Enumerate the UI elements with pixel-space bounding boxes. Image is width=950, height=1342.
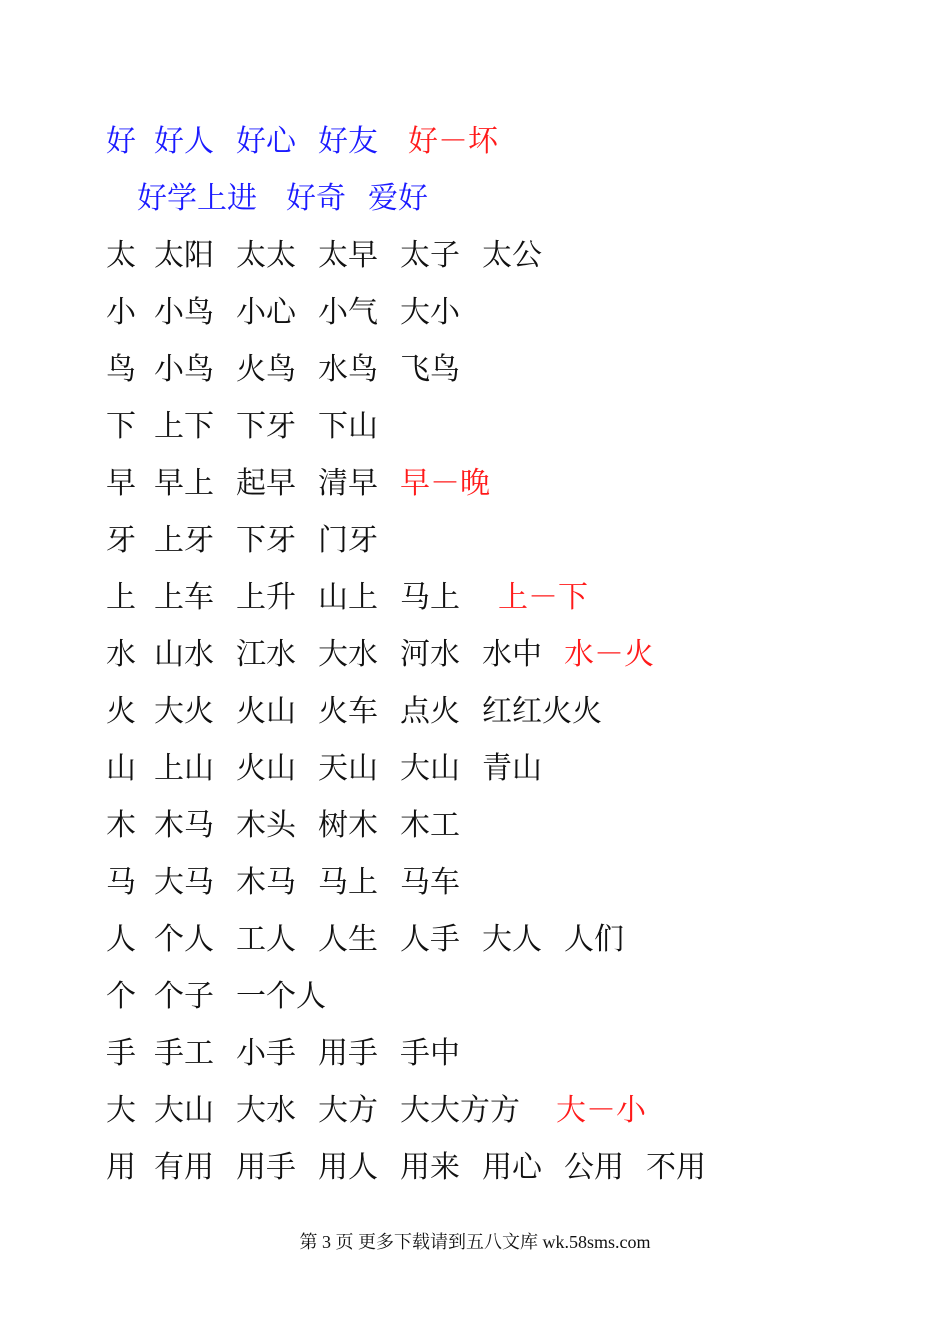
character: 太 xyxy=(106,238,136,273)
word: 大山 xyxy=(154,1093,214,1128)
word: 手中 xyxy=(400,1036,460,1071)
word: 木马 xyxy=(154,808,214,843)
word: 太早 xyxy=(318,238,378,273)
character: 鸟 xyxy=(106,352,136,387)
word: 用人 xyxy=(318,1150,378,1185)
character: 早 xyxy=(106,466,136,501)
character: 上 xyxy=(106,580,136,615)
character: 马 xyxy=(106,865,136,900)
word: 青山 xyxy=(482,751,542,786)
antonym-pair: 水－火 xyxy=(564,637,654,672)
word: 水鸟 xyxy=(318,352,378,387)
word: 人生 xyxy=(318,922,378,957)
word: 大人 xyxy=(482,922,542,957)
word: 河水 xyxy=(400,637,460,672)
word: 好 xyxy=(106,124,136,159)
antonym-pair: 早－晚 xyxy=(400,466,490,501)
word: 大小 xyxy=(400,295,460,330)
word: 木马 xyxy=(236,865,296,900)
word: 上山 xyxy=(154,751,214,786)
character: 牙 xyxy=(106,523,136,558)
word: 好学上进 xyxy=(137,181,257,216)
word: 门牙 xyxy=(318,523,378,558)
word: 手工 xyxy=(154,1036,214,1071)
word: 上车 xyxy=(154,580,214,615)
word: 好奇 xyxy=(286,181,346,216)
word: 下牙 xyxy=(236,409,296,444)
character: 个 xyxy=(106,979,136,1014)
word: 好友 xyxy=(318,124,378,159)
word: 人们 xyxy=(564,922,624,957)
word: 飞鸟 xyxy=(400,352,460,387)
word: 清早 xyxy=(318,466,378,501)
word: 太公 xyxy=(482,238,542,273)
antonym-pair: 上－下 xyxy=(498,580,588,615)
word: 红红火火 xyxy=(482,694,602,729)
word: 大马 xyxy=(154,865,214,900)
word: 爱好 xyxy=(368,181,428,216)
word: 木头 xyxy=(236,808,296,843)
word: 小鸟 xyxy=(154,352,214,387)
word: 山水 xyxy=(154,637,214,672)
character: 大 xyxy=(106,1093,136,1128)
antonym-pair: 好－坏 xyxy=(408,124,498,159)
word: 用手 xyxy=(236,1150,296,1185)
word: 大大方方 xyxy=(400,1093,520,1128)
word: 江水 xyxy=(236,637,296,672)
word: 点火 xyxy=(400,694,460,729)
word: 天山 xyxy=(318,751,378,786)
word: 个人 xyxy=(154,922,214,957)
word: 马车 xyxy=(400,865,460,900)
word: 山上 xyxy=(318,580,378,615)
word: 下牙 xyxy=(236,523,296,558)
word: 早上 xyxy=(154,466,214,501)
word: 大水 xyxy=(236,1093,296,1128)
word: 小心 xyxy=(236,295,296,330)
character: 手 xyxy=(106,1036,136,1071)
word: 好人 xyxy=(154,124,214,159)
word: 树木 xyxy=(318,808,378,843)
word: 大方 xyxy=(318,1093,378,1128)
word: 火车 xyxy=(318,694,378,729)
word: 不用 xyxy=(646,1150,706,1185)
word: 火山 xyxy=(236,694,296,729)
word: 大水 xyxy=(318,637,378,672)
word: 马上 xyxy=(400,580,460,615)
word: 太阳 xyxy=(154,238,214,273)
word: 上下 xyxy=(154,409,214,444)
word: 起早 xyxy=(236,466,296,501)
word: 好心 xyxy=(236,124,296,159)
character: 山 xyxy=(106,751,136,786)
antonym-pair: 大－小 xyxy=(556,1093,646,1128)
page-footer: 第 3 页 更多下载请到五八文库 wk.58sms.com xyxy=(299,1232,651,1252)
character: 水 xyxy=(106,637,136,672)
word: 有用 xyxy=(154,1150,214,1185)
word: 小手 xyxy=(236,1036,296,1071)
word: 太子 xyxy=(400,238,460,273)
word: 小气 xyxy=(318,295,378,330)
word: 火鸟 xyxy=(236,352,296,387)
word: 太太 xyxy=(236,238,296,273)
character: 用 xyxy=(106,1150,136,1185)
word: 个子 xyxy=(154,979,214,1014)
character: 人 xyxy=(106,922,136,957)
word: 上升 xyxy=(236,580,296,615)
word: 小鸟 xyxy=(154,295,214,330)
word: 一个人 xyxy=(236,979,326,1014)
word: 下山 xyxy=(318,409,378,444)
word: 水中 xyxy=(482,637,542,672)
word: 大山 xyxy=(400,751,460,786)
character: 火 xyxy=(106,694,136,729)
word: 用手 xyxy=(318,1036,378,1071)
word: 马上 xyxy=(318,865,378,900)
word: 上牙 xyxy=(154,523,214,558)
character: 木 xyxy=(106,808,136,843)
character: 小 xyxy=(106,295,136,330)
word: 公用 xyxy=(564,1150,624,1185)
word: 木工 xyxy=(400,808,460,843)
word: 火山 xyxy=(236,751,296,786)
word: 工人 xyxy=(236,922,296,957)
word: 人手 xyxy=(400,922,460,957)
word: 用来 xyxy=(400,1150,460,1185)
character: 下 xyxy=(106,409,136,444)
word: 大火 xyxy=(154,694,214,729)
word: 用心 xyxy=(482,1150,542,1185)
